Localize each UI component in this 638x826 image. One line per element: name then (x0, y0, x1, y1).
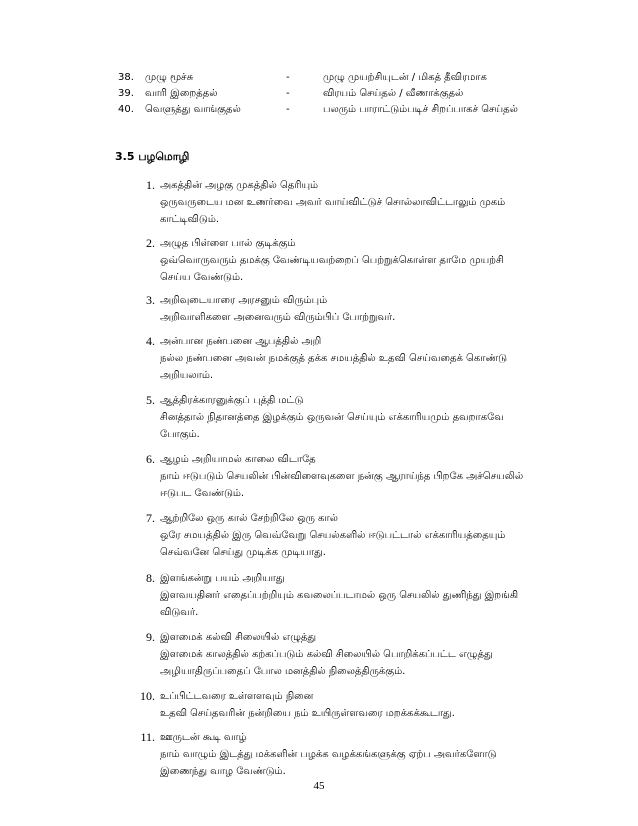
proverb-number: 6. (146, 452, 155, 466)
proverb-text: அறிவுடையாரை அரசனும் விரும்பும் (160, 295, 328, 306)
proverb-text: அன்பான நண்பனை ஆபத்தில் அறி (160, 336, 322, 347)
proverb-text: இளங்கன்று பயம் அறியாது (160, 573, 285, 584)
idiom-row-40 (0, 102, 638, 118)
idiom-dash: - (286, 104, 290, 115)
idiom-meaning: பலரும் பாராட்டும்படிச் சிறப்பாகச் செய்தல் (323, 104, 518, 115)
proverb-text: ஆழம் அறியாமல் காலை விடாதே (160, 454, 316, 465)
proverb-text: உப்பிட்டவரை உள்ளளவும் நினை (160, 691, 314, 702)
page-number: 45 (313, 780, 325, 792)
idiom-meaning: முழு முயற்சியுடன் / மிகத் தீவிரமாக (323, 72, 487, 83)
proverb-number: 1. (146, 178, 155, 192)
proverb-number: 7. (146, 511, 155, 525)
proverb-explanation: இளவயதினர் எதைப்பற்றியும் கவலைப்படாமல் ஒரு செயலில் துணிந்து இறங்கி விடுவர். (160, 590, 519, 618)
proverb-number: 2. (146, 236, 155, 250)
idiom-row-38 (0, 70, 638, 86)
proverb-number: 11. (140, 730, 155, 744)
proverb-explanation: ஒருவருடைய மன உணர்வை அவர் வாய்விட்டுச் சொல்லாவிட்டாலும் முகம் காட்டிவிடும். (160, 197, 506, 225)
proverb-text: ஊருடன் கூடி வாழ் (160, 732, 247, 743)
proverb-explanation: அறிவாளிகளை அனைவரும் விரும்பிப் போற்றுவர். (160, 312, 396, 323)
proverb-text: அழுத பிள்ளை பால் குடிக்கும் (160, 238, 296, 249)
proverb-text: இளமைக் கல்வி சிலையில் எழுத்து (160, 632, 317, 643)
proverb-explanation: ஒவ்வொருவரும் தமக்கு வேண்டியவற்றைப் பெற்றுக்கொள்ள தாமே முயற்சி செய்ய வேண்டும். (160, 255, 504, 283)
proverb-number: 9. (146, 630, 155, 644)
proverb-explanation: நல்ல நண்பனை அவன் நமக்குத் தக்க சமயத்தில் உதவி செய்வதைக் கொண்டு அறியலாம். (160, 353, 508, 381)
proverb-number: 3. (146, 293, 155, 307)
idiom-number: 39. (118, 88, 134, 99)
proverb-text: ஆற்றிலே ஒரு கால் சேற்றிலே ஒரு கால் (160, 513, 338, 524)
idiom-dash: - (286, 88, 290, 99)
proverb-text: அகத்தின் அழகு முகத்தில் தெரியும் (160, 180, 319, 191)
idiom-dash: - (286, 72, 290, 83)
idiom-row-39 (0, 86, 638, 102)
proverb-explanation: உதவி செய்தவரின் நன்றியை நம் உயிருள்ளவரை மறக்கக்கூடாது. (160, 708, 455, 719)
proverb-number: 10. (140, 689, 155, 703)
idiom-phrase: வெளுத்து வாங்குதல் (145, 104, 241, 115)
idiom-number: 40. (118, 104, 134, 115)
idiom-phrase: வாரி இறைத்தல் (145, 88, 218, 99)
proverb-number: 5. (146, 393, 155, 407)
section-title: 3.5 பழமொழி (115, 150, 190, 163)
idiom-number: 38. (118, 72, 134, 83)
proverb-explanation: இளமைக் காலத்தில் கற்கப்படும் கல்வி சிலையில் பொறிக்கப்பட்ட எழுத்து அழியாதிருப்பதைப் போல மனத்தில் நிலைத்திருக்கும். (160, 649, 493, 677)
proverb-number: 4. (146, 334, 155, 348)
proverb-text: ஆத்திரக்காரனுக்குப் புத்தி மட்டு (160, 395, 304, 406)
proverb-explanation: நாம் ஈடுபடும் செயலின் பின்விளைவுகளை நன்கு ஆராய்ந்த பிறகே அச்செயலில் ஈடுபட வேண்டும். (160, 471, 524, 499)
idiom-meaning: விரயம் செய்தல் / வீணாக்குதல் (323, 88, 464, 99)
proverb-explanation: ஒரே சமயத்தில் இரு வெவ்வேறு செயல்களில் ஈடுபட்டால் எக்காரியத்தையும் செவ்வனே செய்து முடிக்க முடியாது. (160, 530, 506, 558)
proverb-number: 8. (146, 571, 155, 585)
idiom-phrase: முழு மூச்சு (145, 72, 194, 83)
proverb-explanation: சினத்தால் நிதானத்தை இழக்கும் ஒருவன் செய்யும் எக்காரியமும் தவறாகவே போகும். (160, 412, 504, 440)
proverb-explanation: நாம் வாழும் இடத்து மக்களின் பழக்க வழக்கங்களுக்கு ஏற்ப அவர்களோடு இணைந்து வாழ வேண்டும். (160, 749, 497, 777)
